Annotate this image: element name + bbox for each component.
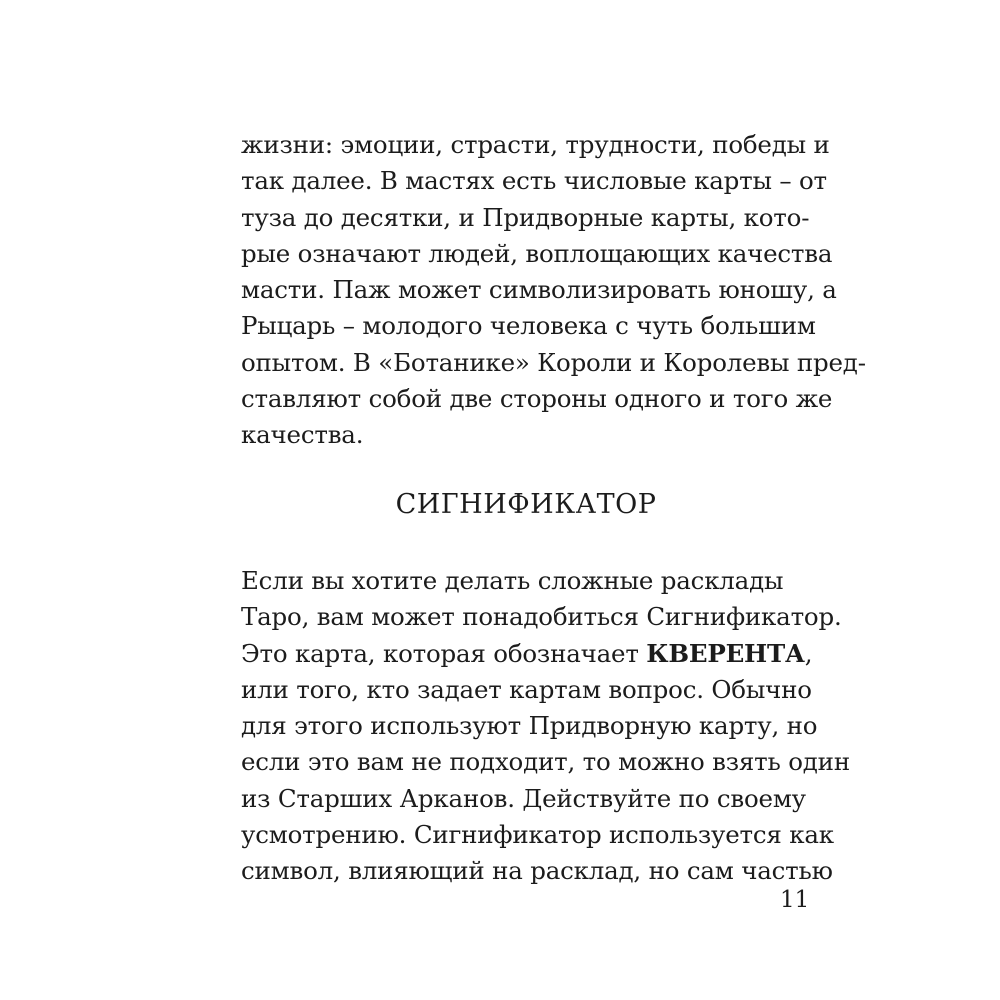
text-line: качества.: [241, 420, 364, 450]
text-line: из Старших Арканов. Действуйте по своему: [241, 783, 806, 813]
text-line: масти. Паж может символизировать юношу, а: [241, 275, 837, 305]
text-line: опытом. В «Ботанике» Короли и Королевы пред-: [241, 347, 866, 377]
text-segment: ,: [804, 638, 813, 668]
text-line: если это вам не подходит, то можно взять один: [241, 747, 850, 777]
text-line: Рыцарь – молодого человека с чуть большим: [241, 311, 816, 341]
text-line: Если вы хотите делать сложные расклады: [241, 566, 784, 595]
text-line: рые означают людей, воплощающих качества: [241, 238, 833, 268]
text-line: для этого используют Придворную карту, но: [241, 711, 818, 741]
paragraph-significator: [241, 563, 850, 890]
text-line: усмотрению. Сигнификатор используется как: [241, 820, 834, 850]
page-number: 11: [780, 887, 810, 913]
text-line: жизни: эмоции, страсти, трудности, победы и: [241, 130, 830, 159]
text-line: [241, 636, 821, 672]
text-line: так далее. В мастях есть числовые карты – от: [241, 166, 827, 196]
text-line: или того, кто задает картам вопрос. Обычно: [241, 674, 812, 704]
text-line: Таро, вам может понадобиться Сигнификатор.: [241, 602, 842, 632]
paragraph-suits: [241, 127, 866, 454]
section-heading: СИГНИФИКАТОР: [395, 489, 657, 520]
text-line: ставляют собой две стороны одного и того же: [241, 384, 833, 414]
emphasis-term: КВЕРЕНТА: [646, 638, 805, 668]
text-segment: Это карта, которая обозначает: [241, 638, 647, 668]
text-line: туза до десятки, и Придворные карты, кото-: [241, 202, 810, 232]
text-line: символ, влияющий на расклад, но сам частью: [241, 856, 833, 886]
